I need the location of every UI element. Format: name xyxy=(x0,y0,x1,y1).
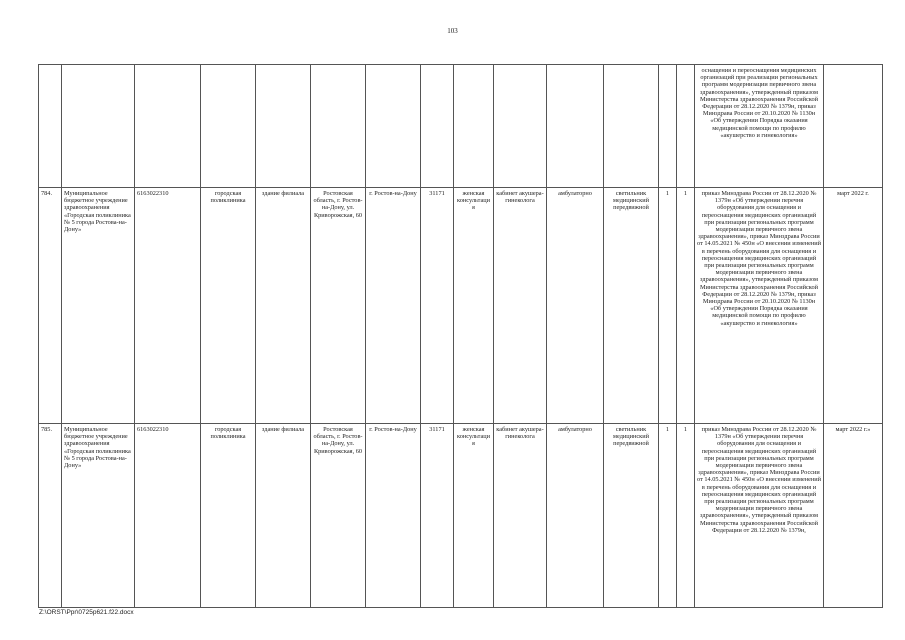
cell-conditions: амбулаторно xyxy=(547,424,604,608)
cell-equipment: светильник медицинский передвижной xyxy=(604,188,659,424)
cell-org: Муниципальное бюджетное учреждение здравоохранения «Городская поликлиника № 5 города Ростова-на-Дону» xyxy=(62,188,135,424)
cell-room: кабинет акушера-гинеколога xyxy=(494,188,547,424)
cell-empty xyxy=(604,65,659,188)
cell-empty xyxy=(135,65,201,188)
cell-document: приказ Минздрава России от 28.12.2020 № 1379н «Об утверждении перечня оборудования для оснащения и переоснащения медицинских организаций при реализации региональных программ модернизации первичного звена здравоохранения», приказ Минздрава России от 14.05.2021 № 450н «О внесении изменений в перечень оборудования для оснащения и переоснащения медицинских организаций при реализации региональных программ модернизации первичного звена здравоохранения», утвержденный приказом Министерства здравоохранения Российской Федерации от 28.12.2020 № 1379н, xyxy=(695,424,824,608)
cell-qty: 1 xyxy=(677,188,695,424)
cell-department: женская консультация xyxy=(454,424,494,608)
cell-city: г. Ростов-на-Дону xyxy=(366,424,421,608)
cell-date: март 2022 г. xyxy=(824,188,883,424)
cell-qty: 1 xyxy=(677,424,695,608)
cell-code: 31171 xyxy=(421,188,454,424)
cell-type: городская поликлиника xyxy=(201,188,256,424)
cell-inn: 6163022310 xyxy=(135,424,201,608)
table-row xyxy=(39,424,883,608)
cell-code: 31171 xyxy=(421,424,454,608)
cell-document: приказ Минздрава России от 28.12.2020 № 1379н «Об утверждении перечня оборудования для оснащения и переоснащения медицинских организаций при реализации региональных программ модернизации первичного звена здравоохранения», приказ Минздрава России от 14.05.2021 № 450н «О внесении изменений в перечень оборудования для оснащения и переоснащения медицинских организаций при реализации региональных программ модернизации первичного звена здравоохранения», утвержденный приказом Министерства здравоохранения Российской Федерации от 28.12.2020 № 1379н, приказ Минздрава России от 20.10.2020 № 1130н «Об утверждении Порядка оказания медицинской помощи по профилю «акушерство и гинекология» xyxy=(695,188,824,424)
page-number: 103 xyxy=(447,27,458,35)
cell-qty: 1 xyxy=(659,424,677,608)
cell-empty xyxy=(547,65,604,188)
cell-equipment: светильник медицинский передвижной xyxy=(604,424,659,608)
cell-type: городская поликлиника xyxy=(201,424,256,608)
cell-num: 785. xyxy=(39,424,62,608)
cell-building: здание филиала xyxy=(256,188,311,424)
cell-empty xyxy=(201,65,256,188)
cell-empty xyxy=(62,65,135,188)
equipment-table xyxy=(38,64,883,608)
cell-department: женская консультация xyxy=(454,188,494,424)
cell-empty xyxy=(421,65,454,188)
cell-empty xyxy=(677,65,695,188)
cell-date: март 2022 г.» xyxy=(824,424,883,608)
cell-qty: 1 xyxy=(659,188,677,424)
cell-room: кабинет акушера-гинеколога xyxy=(494,424,547,608)
table-row xyxy=(39,188,883,424)
cell-org: Муниципальное бюджетное учреждение здравоохранения «Городская поликлиника № 5 города Ростова-на-Дону» xyxy=(62,424,135,608)
cell-building: здание филиала xyxy=(256,424,311,608)
cell-empty xyxy=(366,65,421,188)
cell-conditions: амбулаторно xyxy=(547,188,604,424)
cell-empty xyxy=(311,65,366,188)
cell-document: оснащения и переоснащения медицинских организаций при реализации региональных программ модернизации первичного звена здравоохранения», утвержденный приказом Министерства здравоохранения Российской Федерации от 28.12.2020 № 1379н, приказ Минздрава России от 20.10.2020 № 1130н «Об утверждении Порядка оказания медицинской помощи по профилю «акушерство и гинекология» xyxy=(695,65,824,188)
cell-address: Ростовская область, г. Ростов-на-Дону, ул. Криворожская, 60 xyxy=(311,424,366,608)
cell-num: 784. xyxy=(39,188,62,424)
footer-file-path: Z:\ORST\Ppr\0725p621.f22.docx xyxy=(39,609,134,616)
cell-empty xyxy=(494,65,547,188)
cell-empty xyxy=(256,65,311,188)
cell-address: Ростовская область, г. Ростов-на-Дону, ул. Криворожская, 60 xyxy=(311,188,366,424)
cell-city: г. Ростов-на-Дону xyxy=(366,188,421,424)
cell-inn: 6163022310 xyxy=(135,188,201,424)
cell-empty xyxy=(824,65,883,188)
cell-empty xyxy=(659,65,677,188)
cell-empty xyxy=(454,65,494,188)
continuation-row xyxy=(39,65,883,188)
cell-empty xyxy=(39,65,62,188)
